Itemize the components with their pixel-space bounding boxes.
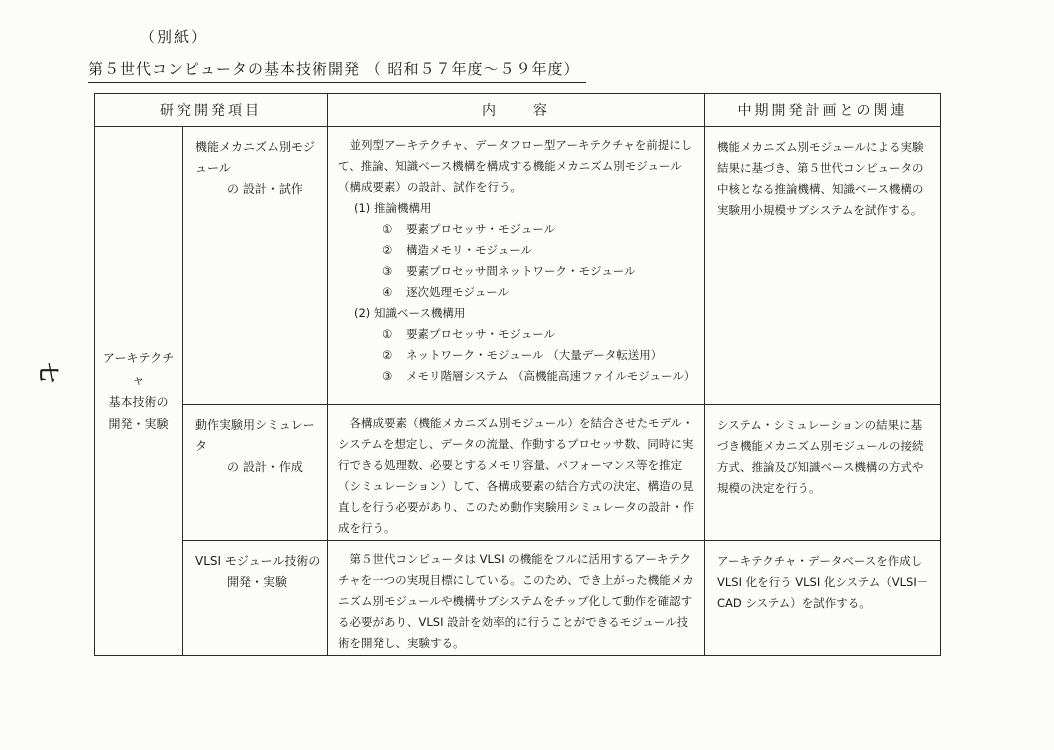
page-number: 七 <box>36 362 61 383</box>
relation-cell: システム・シミュレーションの結果に基づき機能メカニズム別モジュールの接続方式、推論及び知識ベース機構の方式や規模の決定を行う。 <box>705 405 941 541</box>
content-cell <box>328 541 705 656</box>
list-item <box>338 324 698 345</box>
list-text: 要素プロセッサ間ネットワーク・モジュール <box>406 264 636 278</box>
list-text: 構造メモリ・モジュール <box>406 243 533 257</box>
list-number: ② <box>382 243 393 257</box>
list-item <box>338 345 698 366</box>
column-header-relation: 中期開発計画との関連 <box>705 94 941 127</box>
list-number: ① <box>382 327 393 341</box>
list-item <box>338 366 698 387</box>
content-text: 各構成要素（機能メカニズム別モジュール）を結合させたモデル・システムを想定し、データの流量、作動するプロセッサ数、同時に実行できる処理数、必要とするメモリ容量、パフォーマンス等を推定（シミュレーション）して、各構成要素の結合方式の決定、構造の見直しを行う必要があり、このため動作実験用シミュレータの設計・作成を行う。 <box>338 416 695 535</box>
column-header-content: 内 容 <box>328 94 705 127</box>
list-item <box>338 240 698 261</box>
list-number: ② <box>382 348 393 362</box>
table-row <box>95 405 941 541</box>
relation-cell: アーキテクチャ・データベースを作成し VLSI 化を行う VLSI 化システム（VLSI－CAD システム）を試作する。 <box>705 541 941 656</box>
content-text: 第５世代コンピュータは VLSI の機能をフルに活用するアーキテクチャを一つの実現目標にしている。このため、でき上がった機能メカニズム別モジュールや機構サブシステムをチップ化して動作を確認する必要があり、VLSI 設計を効率的に行うことができるモジュール技術を開発し、実験する。 <box>338 552 694 650</box>
item-line: 機能メカニズム別モジュール <box>195 140 316 175</box>
plan-table <box>94 93 941 656</box>
list-number: ④ <box>382 285 393 299</box>
category-line: 開発・実験 <box>108 417 169 431</box>
list-item <box>338 219 698 240</box>
item-cell <box>183 127 328 405</box>
category-line: 基本技術の <box>108 395 169 409</box>
item-line: 開発・実験 <box>227 575 288 589</box>
list-text: 逐次処理モジュール <box>406 285 510 299</box>
list-item <box>338 282 698 303</box>
category-cell <box>95 127 183 656</box>
content-cell <box>328 127 705 405</box>
list-item <box>338 261 698 282</box>
list-text: ネットワーク・モジュール （大量データ転送用） <box>406 348 663 362</box>
table-row <box>95 127 941 405</box>
list-number: ① <box>382 222 393 236</box>
group-heading: (1) 推論機構用 <box>354 201 432 215</box>
group-heading: (2) 知識ベース機構用 <box>354 306 466 320</box>
list-text: 要素プロセッサ・モジュール <box>406 327 556 341</box>
annex-label: （別紙） <box>140 28 209 46</box>
item-line: の 設計・作成 <box>227 460 303 474</box>
content-cell <box>328 405 705 541</box>
list-text: 要素プロセッサ・モジュール <box>406 222 556 236</box>
list-number: ③ <box>382 264 393 278</box>
item-cell <box>183 405 328 541</box>
column-header-items: 研究開発項目 <box>95 94 328 127</box>
list-text: メモリ階層システム （高機能高速ファイルモジュール） <box>406 369 696 383</box>
relation-cell: 機能メカニズム別モジュールによる実験結果に基づき、第５世代コンピュータの中核となる推論機構、知識ベース機構の実験用小規模サブシステムを試作する。 <box>705 127 941 405</box>
document-title: 第５世代コンピュータの基本技術開発 （ 昭和５７年度～５９年度） <box>88 58 586 83</box>
list-number: ③ <box>382 369 393 383</box>
content-text: 並列型アーキテクチャ、データフロー型アーキテクチャを前提にして、推論、知識ベース機構を構成する機能メカニズム別モジュール（構成要素）の設計、試作を行う。 <box>338 138 693 194</box>
category-line: アーキテクチャ <box>102 351 175 387</box>
item-line: 動作実験用シミュレータ <box>195 418 315 453</box>
item-cell <box>183 541 328 656</box>
item-line: の 設計・試作 <box>227 182 303 196</box>
table-row <box>95 541 941 656</box>
table-header-row <box>95 94 941 127</box>
item-line: VLSI モジュール技術の <box>195 554 321 568</box>
